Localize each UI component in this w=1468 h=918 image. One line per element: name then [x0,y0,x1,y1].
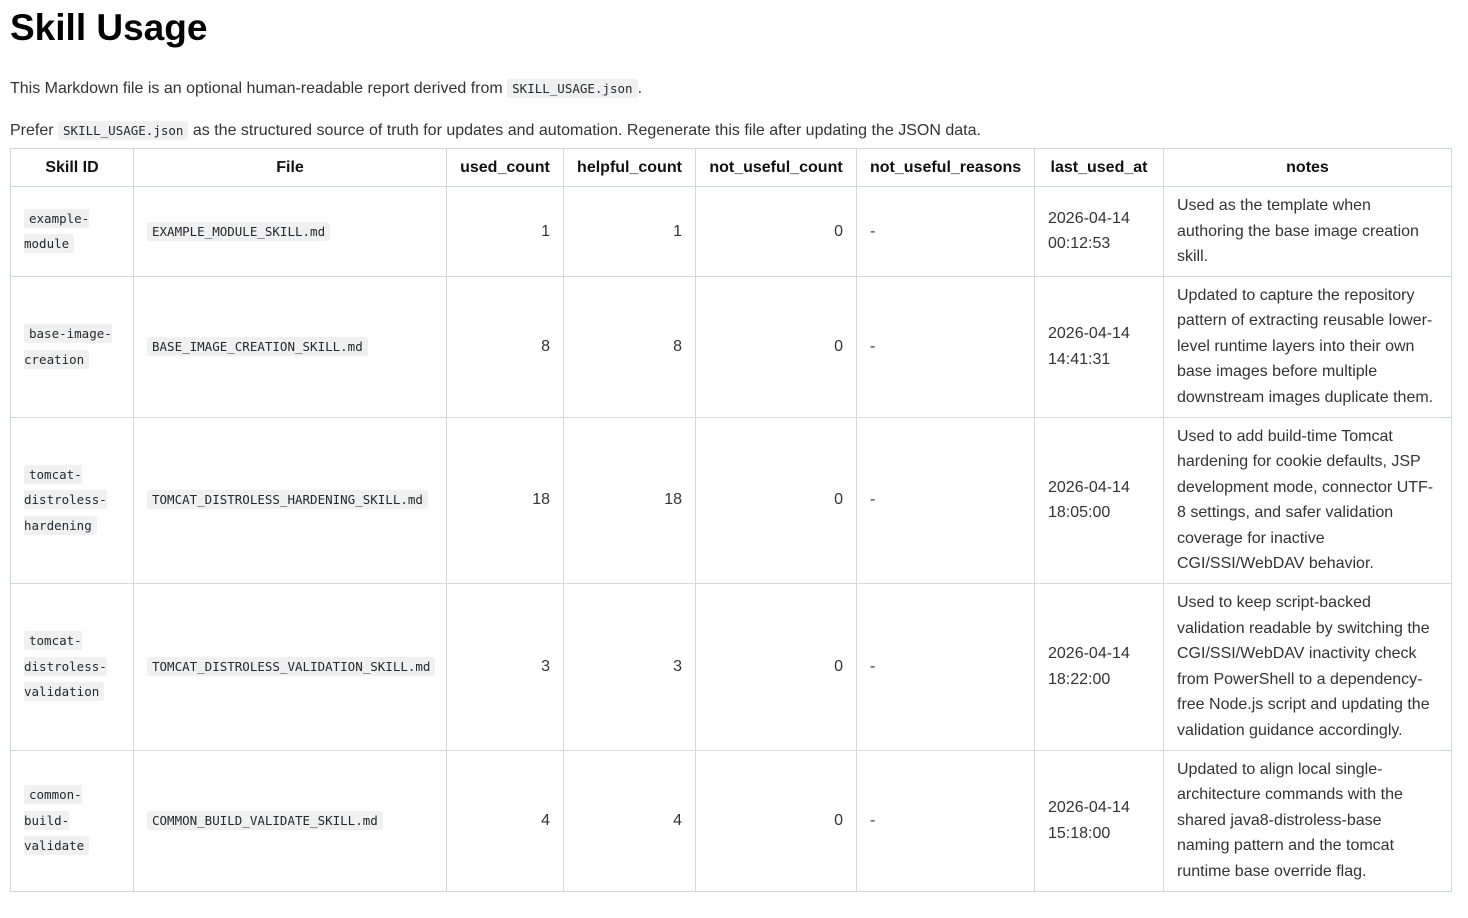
table-row [11,187,1452,277]
skill-id-cell [11,417,134,583]
not-useful-reasons-cell: - [857,750,1035,891]
last-used-at-cell: 2026-04-14 00:12:53 [1035,187,1164,277]
used-count-cell: 4 [447,750,564,891]
file-code: TOMCAT_DISTROLESS_HARDENING_SKILL.md [147,490,428,509]
file-cell [134,583,447,750]
header-file: File [134,149,447,187]
not-useful-count-cell: 0 [696,583,857,750]
skill-id-code: common-build-validate [24,785,89,855]
last-used-at-cell: 2026-04-14 18:22:00 [1035,583,1164,750]
notes-cell: Used to keep script-backed validation readable by switching the CGI/SSI/WebDAV inactivity check from PowerShell to a dependency-free Node.js script and updating the validation guidance accordingly. [1164,583,1452,750]
notes-cell: Updated to capture the repository pattern of extracting reusable lower-level runtime layers into their own base images before multiple downstream images duplicate them. [1164,276,1452,417]
intro-paragraph [10,78,1458,100]
not-useful-reasons-cell: - [857,187,1035,277]
prefer-end: as the structured source of truth for updates and automation. Regenerate this file after updating the JSON data. [188,122,981,139]
file-cell [134,276,447,417]
not-useful-count-cell: 0 [696,750,857,891]
last-used-at-cell: 2026-04-14 18:05:00 [1035,417,1164,583]
used-count-cell: 8 [447,276,564,417]
skill-id-cell [11,187,134,277]
last-used-at-cell: 2026-04-14 14:41:31 [1035,276,1164,417]
prefer-text: Prefer [10,122,59,139]
skill-id-cell [11,750,134,891]
not-useful-count-cell: 0 [696,417,857,583]
skill-id-code: tomcat-distroless-validation [24,633,107,700]
prefer-paragraph [10,120,1458,142]
intro-text: This Markdown file is an optional human-readable report derived from [10,80,508,97]
table-row [11,276,1452,417]
notes-cell: Used to add build-time Tomcat hardening for cookie defaults, JSP development mode, connector UTF-8 settings, and safer validation coverage for inactive CGI/SSI/WebDAV behavior. [1164,417,1452,583]
skill-usage-table [10,148,1452,892]
skill-id-code: example-module [24,210,90,252]
header-helpful-count: helpful_count [564,149,696,187]
not-useful-reasons-cell: - [857,417,1035,583]
file-code: EXAMPLE_MODULE_SKILL.md [147,222,330,241]
helpful-count-cell: 18 [564,417,696,583]
notes-cell: Used as the template when authoring the base image creation skill. [1164,187,1452,277]
skill-id-cell [11,276,134,417]
used-count-cell: 18 [447,417,564,583]
header-used-count: used_count [447,149,564,187]
skill-id-code: base-image-creation [24,326,112,367]
not-useful-count-cell: 0 [696,276,857,417]
header-not-useful-reasons: not_useful_reasons [857,149,1035,187]
not-useful-reasons-cell: - [857,583,1035,750]
table-row [11,750,1452,891]
not-useful-reasons-cell: - [857,276,1035,417]
file-code: COMMON_BUILD_VALIDATE_SKILL.md [147,811,383,830]
page-title: Skill Usage [10,7,208,48]
file-code: TOMCAT_DISTROLESS_VALIDATION_SKILL.md [147,657,435,676]
file-cell [134,417,447,583]
helpful-count-cell: 8 [564,276,696,417]
not-useful-count-cell: 0 [696,187,857,277]
notes-cell: Updated to align local single-architecture commands with the shared java8-distroless-base naming pattern and the tomcat runtime base override flag. [1164,750,1452,891]
used-count-cell: 3 [447,583,564,750]
file-cell [134,187,447,277]
table-row [11,417,1452,583]
intro-code: SKILL_USAGE.json [507,79,637,98]
file-code: BASE_IMAGE_CREATION_SKILL.md [147,337,368,356]
header-notes: notes [1164,149,1452,187]
skill-id-code: tomcat-distroless-hardening [24,466,107,533]
intro-end: . [637,80,643,97]
table-row [11,583,1452,750]
header-skill-id: Skill ID [11,149,134,187]
file-cell [134,750,447,891]
header-row [11,149,1452,187]
header-last-used-at: last_used_at [1035,149,1164,187]
skill-id-cell [11,583,134,750]
header-not-useful-count: not_useful_count [696,149,857,187]
prefer-code: SKILL_USAGE.json [58,121,188,140]
last-used-at-cell: 2026-04-14 15:18:00 [1035,750,1164,891]
helpful-count-cell: 4 [564,750,696,891]
helpful-count-cell: 1 [564,187,696,277]
used-count-cell: 1 [447,187,564,277]
helpful-count-cell: 3 [564,583,696,750]
